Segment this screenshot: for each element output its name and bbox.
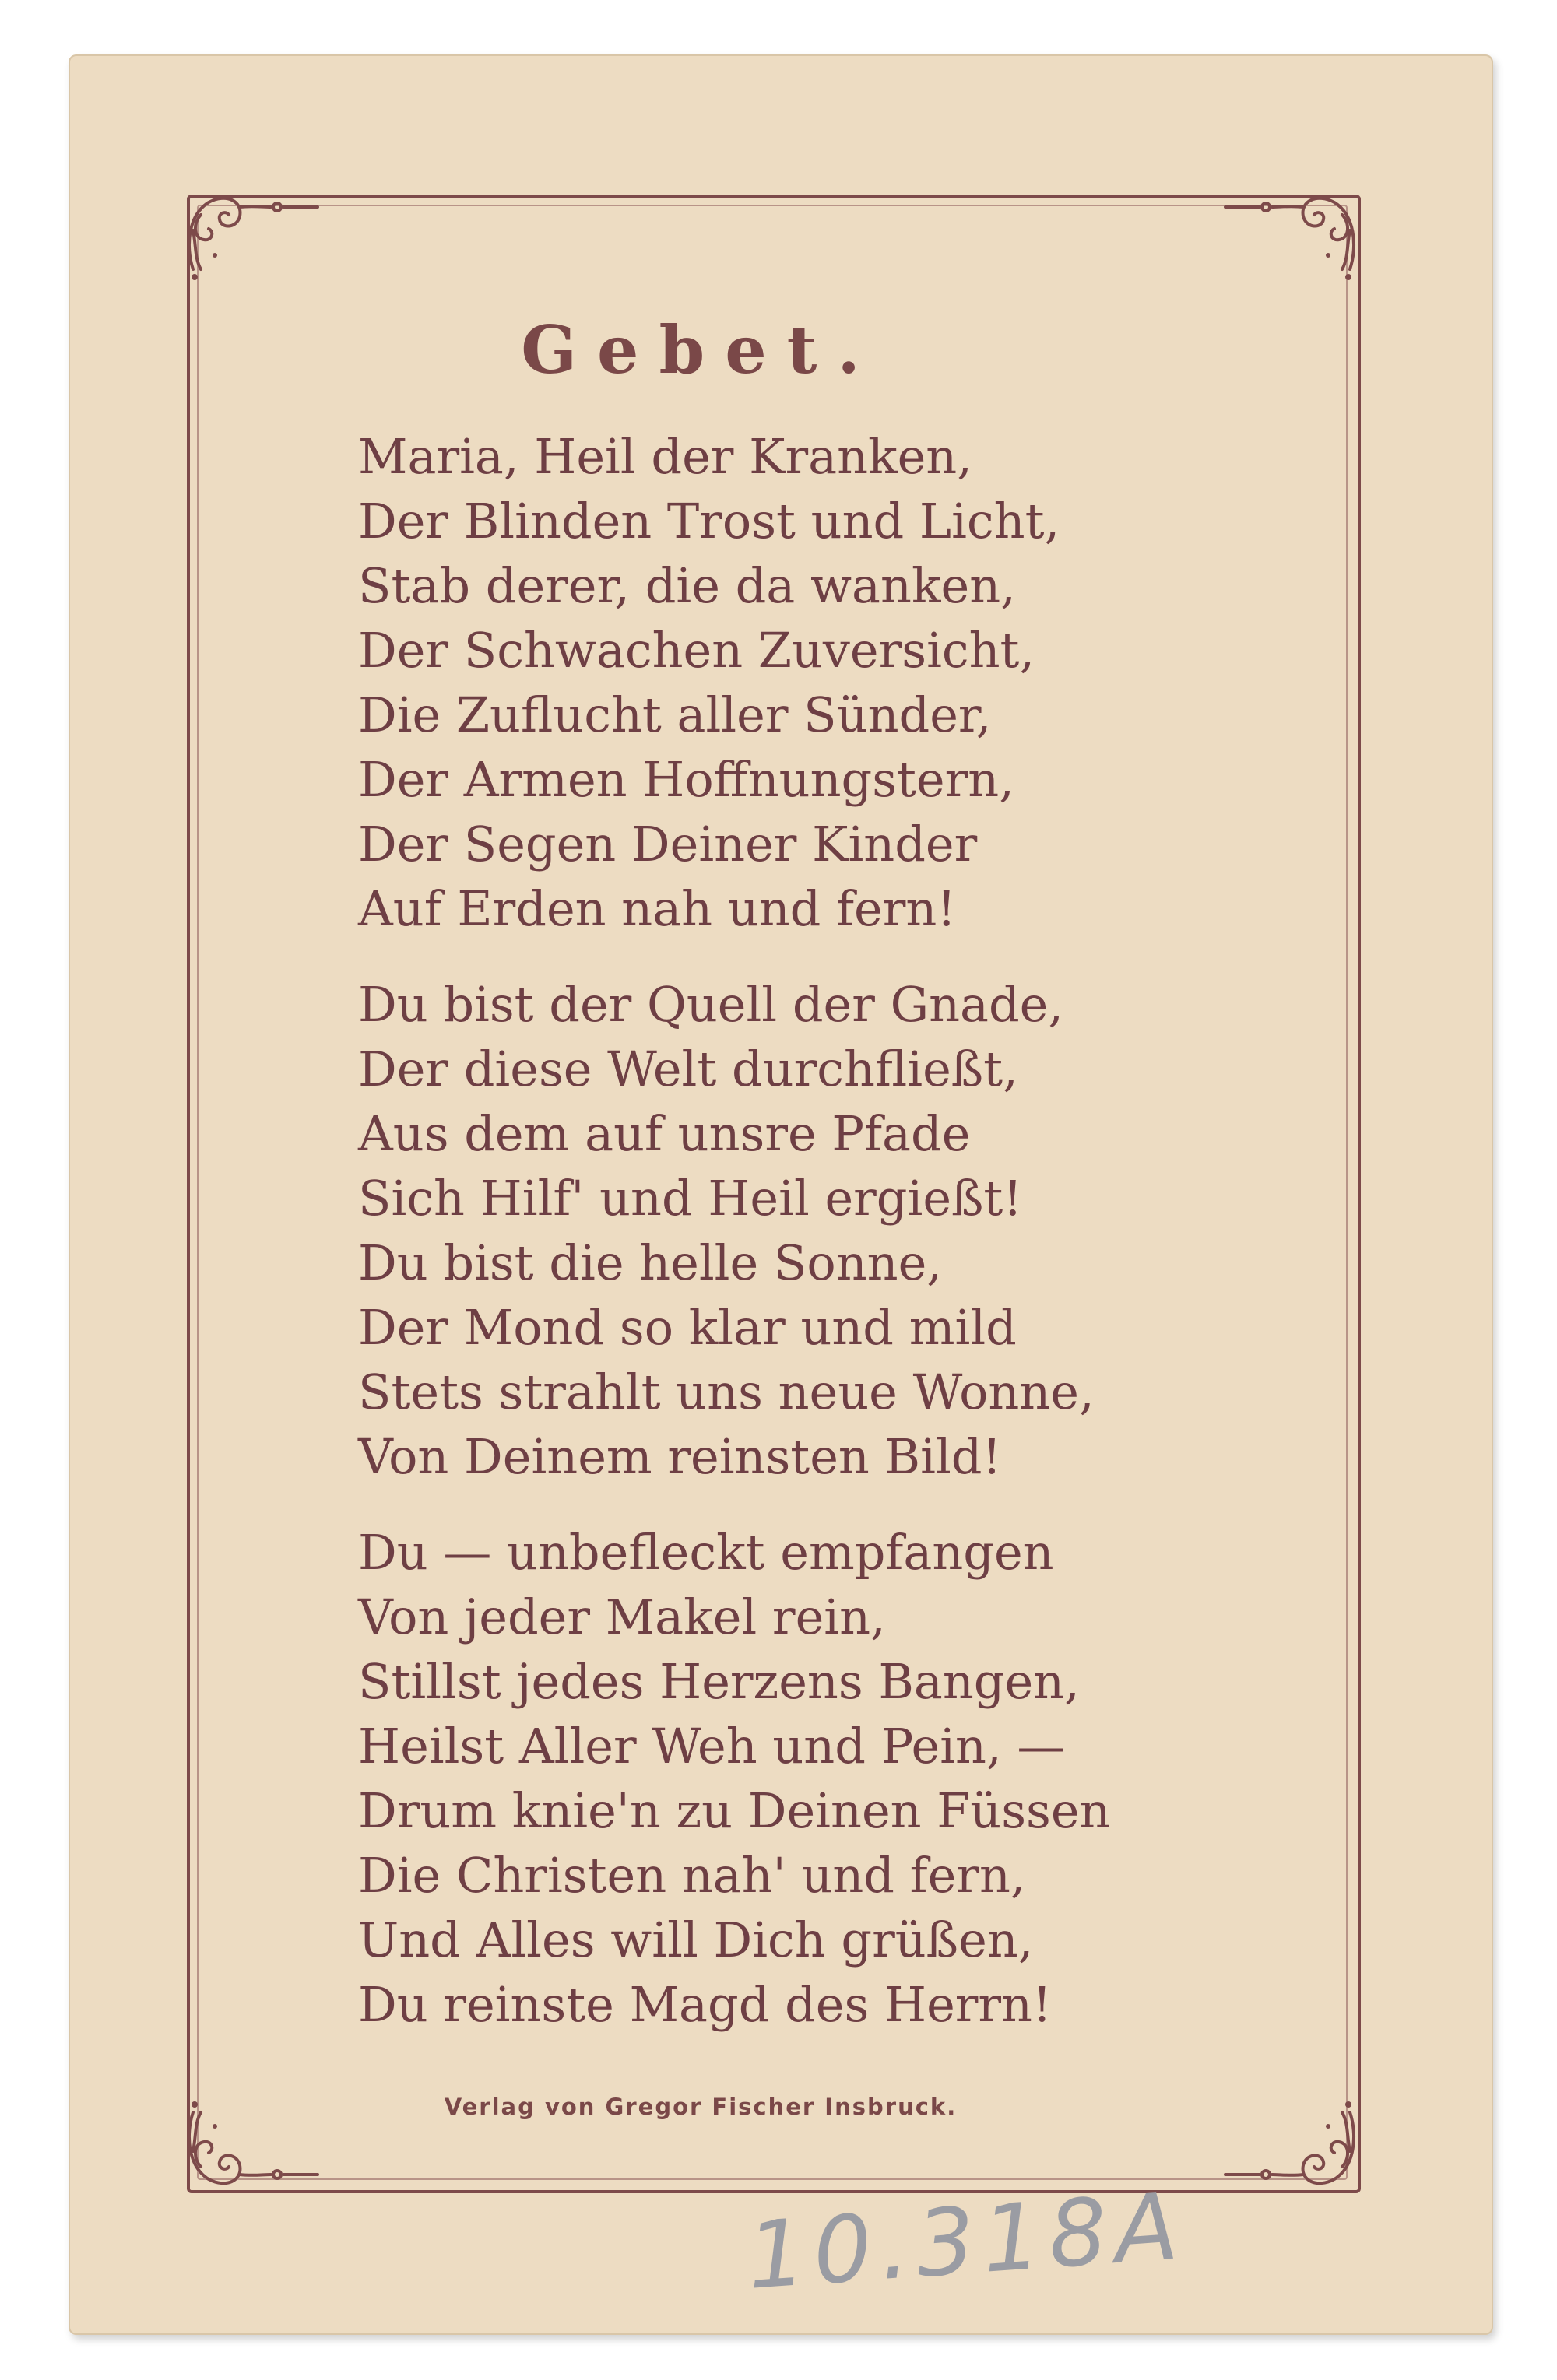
poem-line: Von Deinem reinsten Bild! (358, 1428, 1002, 1485)
poem-line: Stab derer, die da wanken, (358, 557, 1016, 614)
poem-line: Der Blinden Trost und Licht, (358, 493, 1060, 549)
poem-line: Du bist die helle Sonne, (358, 1234, 942, 1291)
poem-line: Heilst Aller Weh und Pein, — (358, 1718, 1066, 1774)
poem-line: Stets strahlt uns neue Wonne, (358, 1364, 1095, 1420)
poem-line: Der diese Welt durchfließt, (358, 1041, 1018, 1097)
scroll-ornament-icon (1210, 184, 1365, 293)
catalog-number: 10.318A (743, 2171, 1190, 2310)
poem-line: Maria, Heil der Kranken, (358, 428, 972, 485)
poem-line: Der Mond so klar und mild (358, 1299, 1017, 1356)
stanza-1 (358, 424, 1323, 941)
stanza-3 (358, 1520, 1323, 2037)
poem-line: Auf Erden nah und fern! (358, 880, 957, 937)
poem-line: Du reinste Magd des Herrn! (358, 1976, 1052, 2033)
stanza-2 (358, 972, 1323, 1489)
poem-line: Stillst jedes Herzens Bangen, (358, 1653, 1080, 1710)
prayer-title: Gebet. (521, 311, 880, 388)
scroll-ornament-icon (177, 184, 333, 293)
poem-line: Die Christen nah' und fern, (358, 1847, 1026, 1904)
publisher-imprint: Verlag von Gregor Fischer Insbruck. (444, 2094, 958, 2120)
poem-line: Drum knie'n zu Deinen Füssen (358, 1782, 1111, 1839)
poem-line: Sich Hilf' und Heil ergießt! (358, 1170, 1023, 1227)
poem-line: Der Armen Hoffnungstern, (358, 751, 1014, 808)
poem-line: Die Zuflucht aller Sünder, (358, 686, 992, 743)
poem-line: Und Alles will Dich grüßen, (358, 1911, 1034, 1968)
prayer-text (358, 424, 1323, 2068)
poem-line: Du bist der Quell der Gnade, (358, 976, 1064, 1033)
poem-line: Du — unbefleckt empfangen (358, 1524, 1054, 1581)
poem-line: Aus dem auf unsre Pfade (358, 1105, 971, 1162)
poem-line: Von jeder Makel rein, (358, 1588, 886, 1645)
poem-line: Der Schwachen Zuversicht, (358, 622, 1035, 679)
poem-line: Der Segen Deiner Kinder (358, 816, 978, 872)
